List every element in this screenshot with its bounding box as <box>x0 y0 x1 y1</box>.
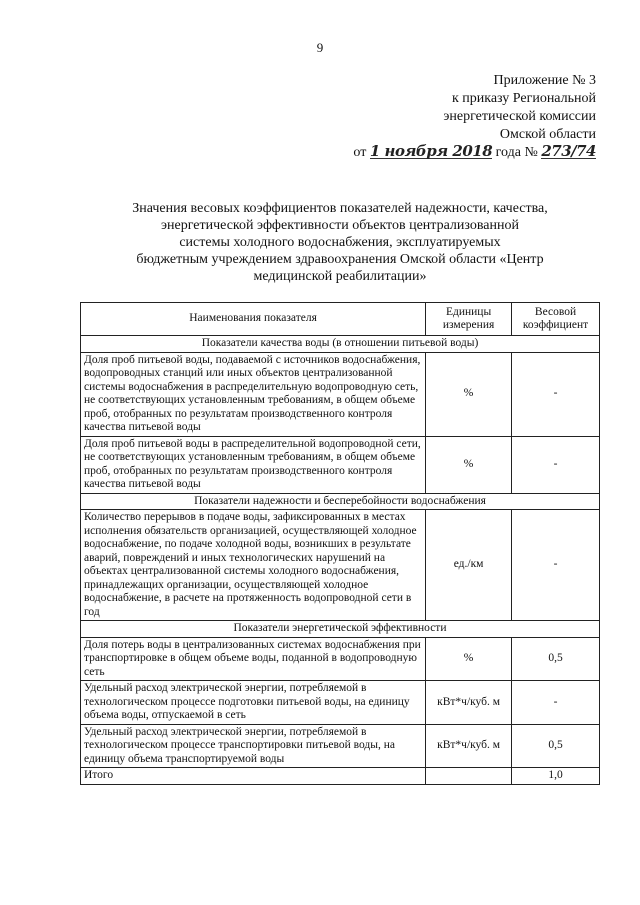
row-unit: % <box>426 352 512 436</box>
document-title <box>100 200 580 285</box>
table-row <box>81 681 600 725</box>
section-row <box>81 336 600 353</box>
header-coef: Весовой коэффициент <box>512 303 600 336</box>
table-row <box>81 637 600 681</box>
total-row <box>81 768 600 785</box>
row-unit: кВт*ч/куб. м <box>426 681 512 725</box>
table-row <box>81 510 600 621</box>
table-row <box>81 436 600 493</box>
row-coef: - <box>512 352 600 436</box>
title-line: Значения весовых коэффициентов показателей надежности, качества, <box>132 201 548 216</box>
appendix-line: Приложение № 3 <box>493 73 596 88</box>
total-coef: 1,0 <box>512 768 600 785</box>
row-name: Доля проб питьевой воды, подаваемой с источников водоснабжения, водопроводных станций или иных объектов централизованной системы водоснабжения в распределительную водопроводную сеть, не соответствующих установленным требованиям, в общем объеме проб, отобранных по результатам производственного контроля качества питьевой воды <box>81 352 426 436</box>
row-unit: % <box>426 436 512 493</box>
page-number: 9 <box>316 40 324 55</box>
total-unit <box>426 768 512 785</box>
row-name: Доля проб питьевой воды в распределительной водопроводной сети, не соответствующих установленным требованиям, в общем объеме проб, отобранных по результатам производственного контроля качества питьевой воды <box>81 436 426 493</box>
row-unit: кВт*ч/куб. м <box>426 724 512 768</box>
appendix-line: к приказу Региональной <box>451 91 596 106</box>
section-title: Показатели надежности и бесперебойности водоснабжения <box>81 493 600 510</box>
coefficients-table <box>80 302 600 785</box>
title-line: медицинской реабилитации» <box>253 269 427 284</box>
row-unit: % <box>426 637 512 681</box>
section-title: Показатели энергетической эффективности <box>81 621 600 638</box>
table-row <box>81 352 600 436</box>
order-number-handwritten: 273/74 <box>541 142 596 160</box>
title-line: системы холодного водоснабжения, эксплуатируемых <box>179 235 501 250</box>
row-name: Удельный расход электрической энергии, потребляемой в технологическом процессе транспортировки питьевой воды, на единицу объема транспортируемой воды <box>81 724 426 768</box>
title-line: энергетической эффективности объектов централизованной <box>161 218 519 233</box>
row-coef: - <box>512 681 600 725</box>
section-row <box>81 621 600 638</box>
row-name: Удельный расход электрической энергии, потребляемой в технологическом процессе подготовки питьевой воды, на единицу объема воды, отпускаемой в сеть <box>81 681 426 725</box>
order-mid: года № <box>495 145 538 160</box>
total-label: Итого <box>81 768 426 785</box>
title-line: бюджетным учреждением здравоохранения Омской области «Центр <box>136 252 544 267</box>
row-name: Количество перерывов в подаче воды, зафиксированных в местах исполнения обязательств организацией, осуществляющей холодное водоснабжение, по подаче холодной воды, возникших в результате аварий, повреждений и иных технологических нарушений на объектах централизованной системы холодного водоснабжения, принадлежащих организации, осуществляющей холодное водоснабжение, в расчете на протяженность водопроводной сети в год <box>81 510 426 621</box>
row-coef: - <box>512 436 600 493</box>
row-coef: - <box>512 510 600 621</box>
header-unit: Единицы измерения <box>426 303 512 336</box>
appendix-line: Омской области <box>499 127 596 142</box>
section-row <box>81 493 600 510</box>
order-date-handwritten: 1 ноября 2018 <box>369 142 493 160</box>
table-row <box>81 724 600 768</box>
row-name: Доля потерь воды в централизованных системах водоснабжения при транспортировке в общем объеме воды, поданной в водопроводную сеть <box>81 637 426 681</box>
row-unit: ед./км <box>426 510 512 621</box>
row-coef: 0,5 <box>512 724 600 768</box>
row-coef: 0,5 <box>512 637 600 681</box>
appendix-line: энергетической комиссии <box>443 109 596 124</box>
appendix-block <box>353 72 596 162</box>
section-title: Показатели качества воды (в отношении питьевой воды) <box>81 336 600 353</box>
table-header-row <box>81 303 600 336</box>
header-name: Наименования показателя <box>81 303 426 336</box>
order-line <box>353 144 596 162</box>
order-prefix: от <box>353 145 367 160</box>
